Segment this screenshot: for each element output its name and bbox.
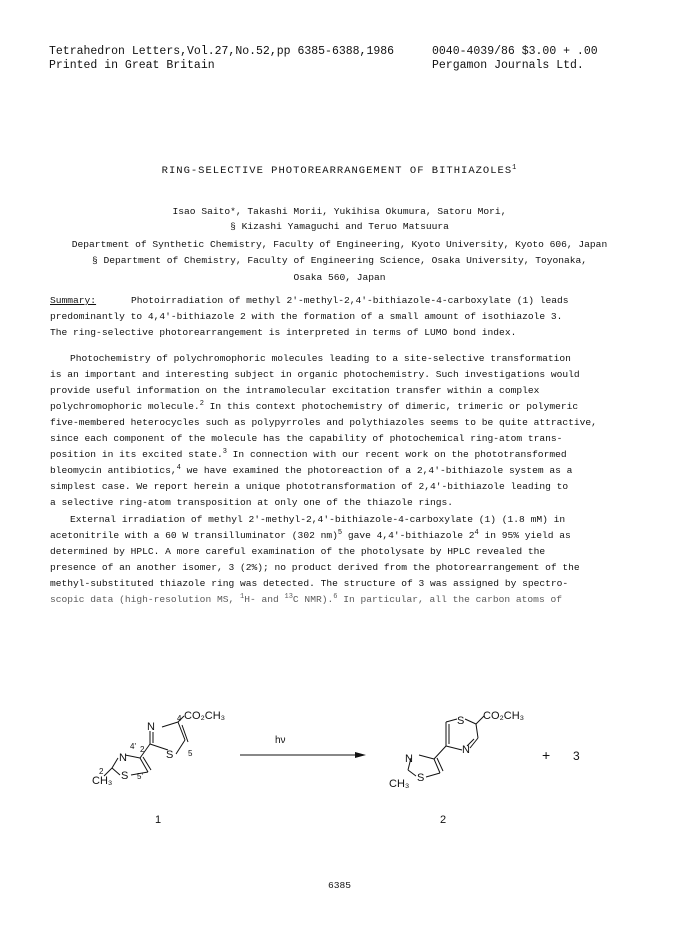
authors-line-1: Isao Saito*, Takashi Morii, Yukihisa Okumura, Satoru Mori,: [172, 206, 507, 217]
ring-s-3: S: [457, 715, 465, 727]
body-line: since each component of the molecule has the capability of photochemical ring-atom trans-: [50, 433, 563, 444]
locant-2: 2: [140, 745, 145, 754]
ring-n-4: N: [405, 753, 413, 765]
hv-label: hν: [275, 735, 286, 746]
body-line: polychromophoric molecule.$^2$ In this context photochemistry of dimeric, trimeric or polymeric: [50, 400, 579, 412]
body-line: simplest case. We report herein a unique phototransformation of 2,4'-bithiazole leading to: [50, 481, 569, 492]
affiliation-line-2: § Department of Chemistry, Faculty of Engineering Science, Osaka University, Toyonaka,: [91, 255, 588, 266]
plus-sign: +: [542, 747, 551, 763]
affiliation-line-1: Department of Synthetic Chemistry, Faculty of Engineering, Kyoto University, Kyoto 606, Japan: [71, 239, 608, 250]
locant-4-prime: 4': [130, 742, 136, 751]
product-3-label: 3: [573, 749, 580, 763]
body-line: Photochemistry of polychromophoric molecules leading to a site-selective transformation: [70, 353, 571, 364]
summary-line-1: Photoirradiation of methyl 2'-methyl-2,4'-bithiazole-4-carboxylate (1) leads: [131, 295, 569, 306]
ester-group-1: CO₂CH₃: [184, 710, 226, 722]
paper-title-text: RING-SELECTIVE PHOTOREARRANGEMENT OF BITHIAZOLES: [161, 165, 513, 177]
methyl-group-2: CH₃: [389, 778, 410, 790]
locant-5: 5: [188, 749, 193, 758]
compound-2-structure: [408, 716, 484, 777]
ring-s-1: S: [166, 749, 174, 761]
body-line: a selective ring-atom transposition at only one of the thiazole rings.: [50, 497, 454, 508]
compound-1-label: 1: [155, 814, 162, 826]
body-line: External irradiation of methyl 2'-methyl-2,4'-bithiazole-4-carboxylate (1) (1.8 mM) in: [70, 514, 566, 525]
body-line-cut: scopic data (high-resolution MS, $^1$H- and $^{13}$C NMR).$^6$ In particular, all the carbon atoms of: [50, 593, 562, 605]
authors-line-2: § Kizashi Yamaguchi and Teruo Matsuura: [230, 221, 449, 232]
issn-price: 0040-4039/86 $3.00 + .00: [432, 45, 598, 58]
title-footnote-ref: 1: [512, 164, 518, 172]
locant-2-lower: 2: [99, 767, 104, 776]
body-line: position in its excited state.$^3$ In connection with our recent work on the phototransformed: [50, 448, 567, 460]
summary-line-3: The ring-selective photorearrangement is interpreted in terms of LUMO bond index.: [50, 327, 517, 338]
affiliation-line-3: Osaka 560, Japan: [293, 272, 386, 283]
ring-n-3: N: [462, 744, 470, 756]
compound-2-label: 2: [440, 814, 447, 826]
summary-line-2: predominantly to 4,4'-bithiazole 2 with the formation of a small amount of isothiazole 3.: [50, 311, 563, 322]
reaction-arrowhead: [355, 752, 366, 758]
reaction-scheme: [0, 700, 679, 840]
publisher: Pergamon Journals Ltd.: [432, 59, 584, 72]
body-line: determined by HPLC. A more careful examination of the photolysate by HPLC revealed the: [50, 546, 546, 557]
compound-1-structure: [104, 716, 188, 776]
ester-group-2: CO₂CH₃: [483, 710, 525, 722]
body-line: bleomycin antibiotics,$^4$ we have examined the photoreaction of a 2,4'-bithiazole system as a: [50, 464, 573, 476]
locant-4: 4: [177, 714, 182, 723]
body-line: presence of an another isomer, 3 (2%); no product derived from the photorearrangement of the: [50, 562, 580, 573]
methyl-group-1: CH₃: [92, 775, 113, 787]
body-line: methyl-substituted thiazole ring was detected. The structure of 3 was assigned by spectro-: [50, 578, 569, 589]
ring-n-1: N: [147, 721, 155, 733]
summary-label: Summary:: [50, 295, 97, 306]
printed-in: Printed in Great Britain: [49, 59, 215, 72]
locant-5-prime: 5': [137, 772, 143, 781]
body-line: provide useful information on the intramolecular excitation transfer within a complex: [50, 385, 540, 396]
journal-citation: Tetrahedron Letters,Vol.27,No.52,pp 6385-6388,1986: [49, 45, 395, 58]
body-line: acetonitrile with a 60 W transilluminator (302 nm)$^5$ gave 4,4'-bithiazole $2^4$ in 95% yield as: [50, 529, 571, 541]
ring-s-4: S: [417, 772, 425, 784]
body-line: five-membered heterocycles such as polypyrroles and polythiazoles seems to be quite attractive,: [50, 417, 597, 428]
ring-s-2: S: [121, 770, 129, 782]
ring-n-2: N: [119, 752, 127, 764]
paper-title: [0, 165, 679, 177]
body-line: is an important and interesting subject in organic photochemistry. Such investigations would: [50, 369, 580, 380]
page-number: 6385: [327, 880, 352, 891]
